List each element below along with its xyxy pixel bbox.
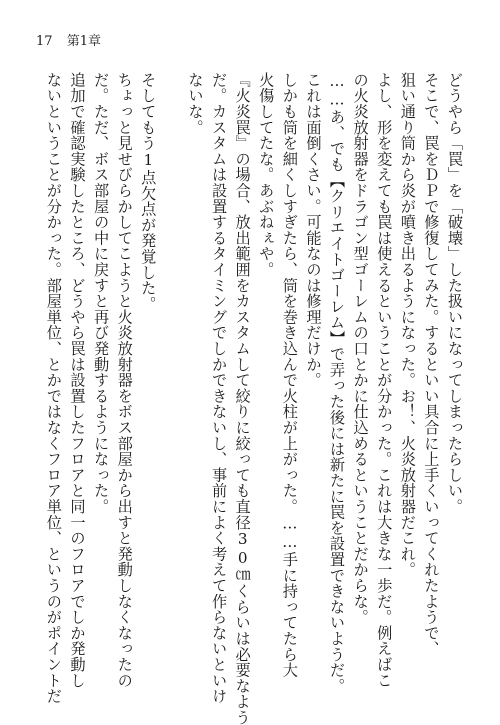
- page-number: 17: [36, 34, 53, 49]
- text-line: これは面倒くさい。可能なのは修理だけか。: [304, 72, 323, 388]
- text-line: だ。ただ、ボス部屋の中に戻すと再び発動するようになった。: [92, 72, 111, 515]
- text-line: どうやら「罠」を「破壊」した扱いになってしまったらしい。: [446, 72, 464, 515]
- text-line: よし、形を変えても罠は使えるということが分かった。これは大きな一歩だ。例えばこ: [375, 72, 394, 689]
- text-line: そこで、罠をＤＰで修復してみた。するといい具合に上手くいってくれたようで、: [422, 72, 441, 657]
- text-line: そしてもう1点欠点が発覚した。: [139, 72, 158, 312]
- text-line: ないということが分かった。部屋単位、とかではなくフロア単位、というのがポイントだ: [44, 72, 63, 704]
- text-line: 追加で確認実験したところ、どうやら罠は設置したフロアと同一のフロアでしか発動し: [68, 72, 87, 689]
- text-line: だ。カスタムは設置するタイミングでしかできないし、事前によく考えて作らないといけ: [210, 72, 229, 704]
- text-line: ないな。: [186, 72, 205, 136]
- chapter-title: 第1章: [66, 34, 101, 49]
- vertical-text-body: [41, 72, 466, 725]
- blank-line: [159, 72, 183, 682]
- text-line: 火傷してたな。あぶねぇや。: [257, 72, 276, 278]
- page-header: [36, 30, 111, 49]
- text-line: しかも筒を細くしすぎたら、筒を巻き込んで火柱が上がった。……手に持ってたら大: [280, 72, 299, 678]
- text-line: ……あ、でも【クリエイトゴーレム】で弄った後には新たに罠を設置できないようだ。: [328, 72, 347, 694]
- text-line: 『火炎罠』の場合、放出範囲をカスタムして絞りに絞っても直径30㎝くらいは必要なよう: [233, 72, 252, 725]
- text-line: ちょっと見せびらかしてこようと火炎放射器をボス部屋から出すと発動しなくなったの: [115, 72, 134, 689]
- text-line: 狙い通り筒から炎が噴き出るようになった。お！、火炎放射器だこれ。: [398, 72, 417, 578]
- text-line: の火炎放射器をドラゴン型ゴーレムの口とかに仕込めるということだからな。: [351, 72, 370, 625]
